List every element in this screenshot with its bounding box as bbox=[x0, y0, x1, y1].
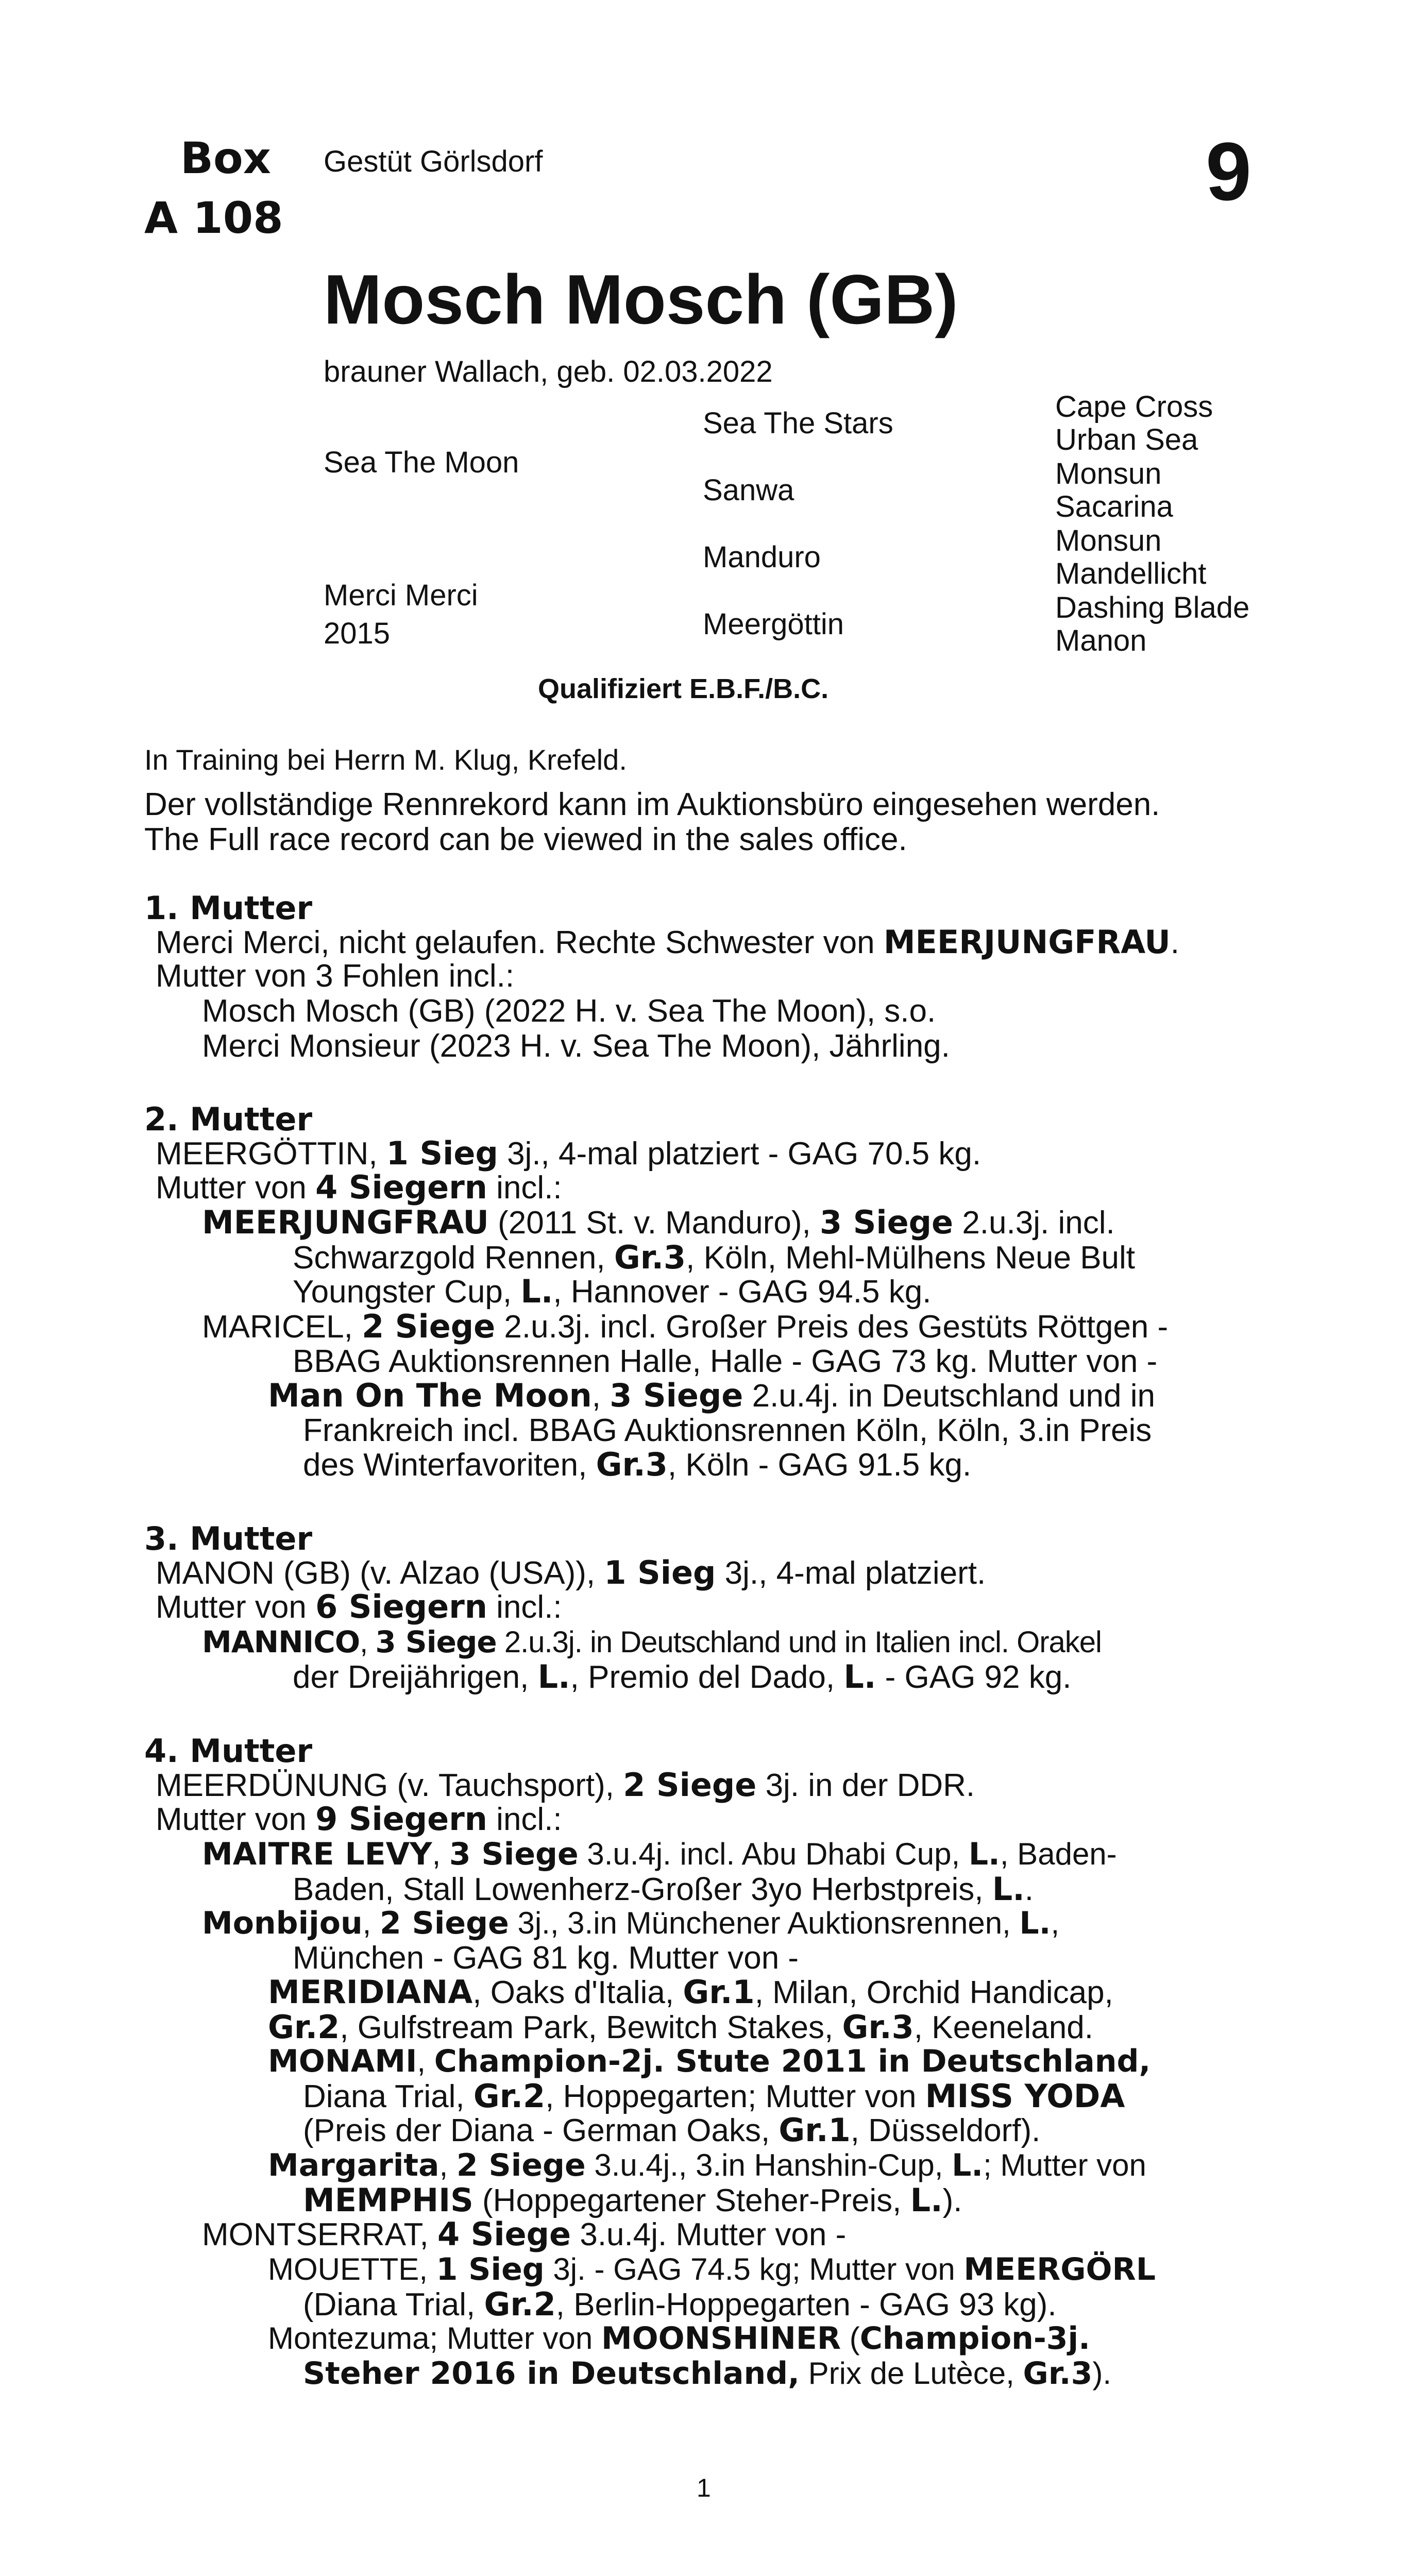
horse-description: brauner Wallach, geb. 02.03.2022 bbox=[324, 355, 773, 388]
m4-line2: Mutter von 9 Siegern incl.: bbox=[156, 1800, 562, 1838]
pedigree-sire: Sea The Moon bbox=[324, 446, 519, 479]
m2-meerjungfrau-2: Schwarzgold Rennen, Gr.3, Köln, Mehl-Mülhens Neue Bult bbox=[293, 1239, 1136, 1276]
m2-maricel-2: BBAG Auktionsrennen Halle, Halle - GAG 73 kg. Mutter von - bbox=[293, 1344, 1158, 1379]
stud-name: Gestüt Görlsdorf bbox=[324, 145, 543, 178]
pedigree-sire-sire: Sea The Stars bbox=[703, 406, 893, 440]
m1-line2: Mutter von 3 Fohlen incl.: bbox=[156, 958, 515, 994]
m2-manonthemoon-2: Frankreich incl. BBAG Auktionsrennen Köln, Köln, 3.in Preis bbox=[303, 1413, 1152, 1448]
m4-maitrelevy-1: MAITRE LEVY, 3 Siege 3.u.4j. incl. Abu Dhabi Cup, L., Baden- bbox=[202, 1836, 1117, 1872]
page-number: 1 bbox=[697, 2473, 711, 2502]
m4-montezuma-1: Montezuma; Mutter von MOONSHINER (Champion-3j. bbox=[268, 2320, 1090, 2357]
horse-name: Mosch Mosch (GB) bbox=[324, 260, 958, 338]
m2-meerjungfrau-1: MEERJUNGFRAU (2011 St. v. Manduro), 3 Siege 2.u.3j. incl. bbox=[202, 1204, 1115, 1241]
m3-line1: MANON (GB) (v. Alzao (USA)), 1 Sieg 3j., 4-mal platziert. bbox=[156, 1554, 986, 1591]
pedigree-sire-dam: Sanwa bbox=[703, 473, 794, 507]
m2-meerjungfrau-3: Youngster Cup, L., Hannover - GAG 94.5 kg. bbox=[293, 1273, 932, 1310]
m1-foal2: Merci Monsieur (2023 H. v. Sea The Moon), Jährling. bbox=[202, 1028, 950, 1064]
pedigree-g3-4: Sacarina bbox=[1055, 490, 1173, 523]
lot-number: 9 bbox=[1206, 125, 1251, 217]
pedigree-dam-sire: Manduro bbox=[703, 540, 821, 574]
m2-maricel-1: MARICEL, 2 Siege 2.u.3j. incl. Großer Preis des Gestüts Röttgen - bbox=[202, 1308, 1169, 1345]
m4-monbijou-2: München - GAG 81 kg. Mutter von - bbox=[293, 1940, 799, 1976]
pedigree-g3-8: Manon bbox=[1055, 624, 1147, 657]
box-label: Box bbox=[180, 133, 271, 183]
m4-meridiana-2: Gr.2, Gulfstream Park, Bewitch Stakes, Gr.3, Keeneland. bbox=[268, 2008, 1093, 2046]
m2-heading: 2. Mutter bbox=[144, 1100, 313, 1138]
pedigree-g3-5: Monsun bbox=[1055, 524, 1162, 557]
m4-mouette-2: (Diana Trial, Gr.2, Berlin-Hoppegarten - GAG 93 kg). bbox=[303, 2285, 1057, 2323]
pedigree-g3-6: Mandellicht bbox=[1055, 557, 1207, 590]
m4-montezuma-2: Steher 2016 in Deutschland, Prix de Lutèce, Gr.3). bbox=[303, 2355, 1111, 2392]
m4-margarita-2: MEMPHIS (Hoppegartener Steher-Preis, L.). bbox=[303, 2181, 962, 2219]
qualification: Qualifiziert E.B.F./B.C. bbox=[538, 673, 829, 704]
m4-margarita-1: Margarita, 2 Siege 3.u.4j., 3.in Hanshin-Cup, L.; Mutter von bbox=[268, 2147, 1146, 2183]
m3-mannico-2: der Dreijährigen, L., Premio del Dado, L. - GAG 92 kg. bbox=[293, 1658, 1072, 1696]
m2-manonthemoon-3: des Winterfavoriten, Gr.3, Köln - GAG 91.5 kg. bbox=[303, 1446, 972, 1483]
m4-meridiana-1: MERIDIANA, Oaks d'Italia, Gr.1, Milan, Orchid Handicap, bbox=[268, 1973, 1113, 2011]
m2-manonthemoon-1: Man On The Moon, 3 Siege 2.u.4j. in Deutschland und in bbox=[268, 1377, 1156, 1414]
m4-monami-1: MONAMI, Champion-2j. Stute 2011 in Deutschland, bbox=[268, 2043, 1151, 2079]
box-number: A 108 bbox=[144, 193, 283, 243]
m4-monami-2: Diana Trial, Gr.2, Hoppegarten; Mutter von MISS YODA bbox=[303, 2077, 1125, 2115]
pedigree-dam-dam: Meergöttin bbox=[703, 607, 844, 641]
m4-monbijou-1: Monbijou, 2 Siege 3j., 3.in Münchener Auktionsrennen, L., bbox=[202, 1905, 1060, 1941]
record-note-en: The Full race record can be viewed in the sales office. bbox=[144, 822, 907, 857]
pedigree-g3-1: Cape Cross bbox=[1055, 390, 1213, 423]
m2-line1: MEERGÖTTIN, 1 Sieg 3j., 4-mal platziert - GAG 70.5 kg. bbox=[156, 1134, 982, 1172]
m4-maitrelevy-2: Baden, Stall Lowenherz-Großer 3yo Herbstpreis, L.. bbox=[293, 1870, 1034, 1908]
m2-line2: Mutter von 4 Siegern incl.: bbox=[156, 1168, 562, 1206]
pedigree-g3-7: Dashing Blade bbox=[1055, 591, 1250, 624]
pedigree-g3-2: Urban Sea bbox=[1055, 423, 1198, 456]
m4-montserrat-1: MONTSERRAT, 4 Siege 3.u.4j. Mutter von - bbox=[202, 2215, 847, 2253]
pedigree-dam-year: 2015 bbox=[324, 617, 391, 650]
m3-line2: Mutter von 6 Siegern incl.: bbox=[156, 1588, 562, 1625]
m1-heading: 1. Mutter bbox=[144, 889, 313, 927]
m4-mouette-1: MOUETTE, 1 Sieg 3j. - GAG 74.5 kg; Mutter von MEERGÖRL bbox=[268, 2251, 1156, 2287]
m3-heading: 3. Mutter bbox=[144, 1520, 313, 1557]
pedigree-dam: Merci Merci bbox=[324, 579, 478, 612]
training-note: In Training bei Herrn M. Klug, Krefeld. bbox=[144, 743, 627, 776]
pedigree-g3-3: Monsun bbox=[1055, 457, 1162, 490]
m4-heading: 4. Mutter bbox=[144, 1732, 313, 1770]
m4-line1: MEERDÜNUNG (v. Tauchsport), 2 Siege 3j. in der DDR. bbox=[156, 1766, 975, 1804]
record-note-de: Der vollständige Rennrekord kann im Auktionsbüro eingesehen werden. bbox=[144, 787, 1160, 822]
m3-mannico-1: MANNICO, 3 Siege 2.u.3j. in Deutschland und in Italien incl. Orakel bbox=[202, 1624, 1102, 1659]
m4-monami-3: (Preis der Diana - German Oaks, Gr.1, Düsseldorf). bbox=[303, 2111, 1041, 2149]
m1-foal1: Mosch Mosch (GB) (2022 H. v. Sea The Moon), s.o. bbox=[202, 993, 936, 1029]
m1-line1: Merci Merci, nicht gelaufen. Rechte Schwester von MEERJUNGFRAU. bbox=[156, 923, 1179, 961]
